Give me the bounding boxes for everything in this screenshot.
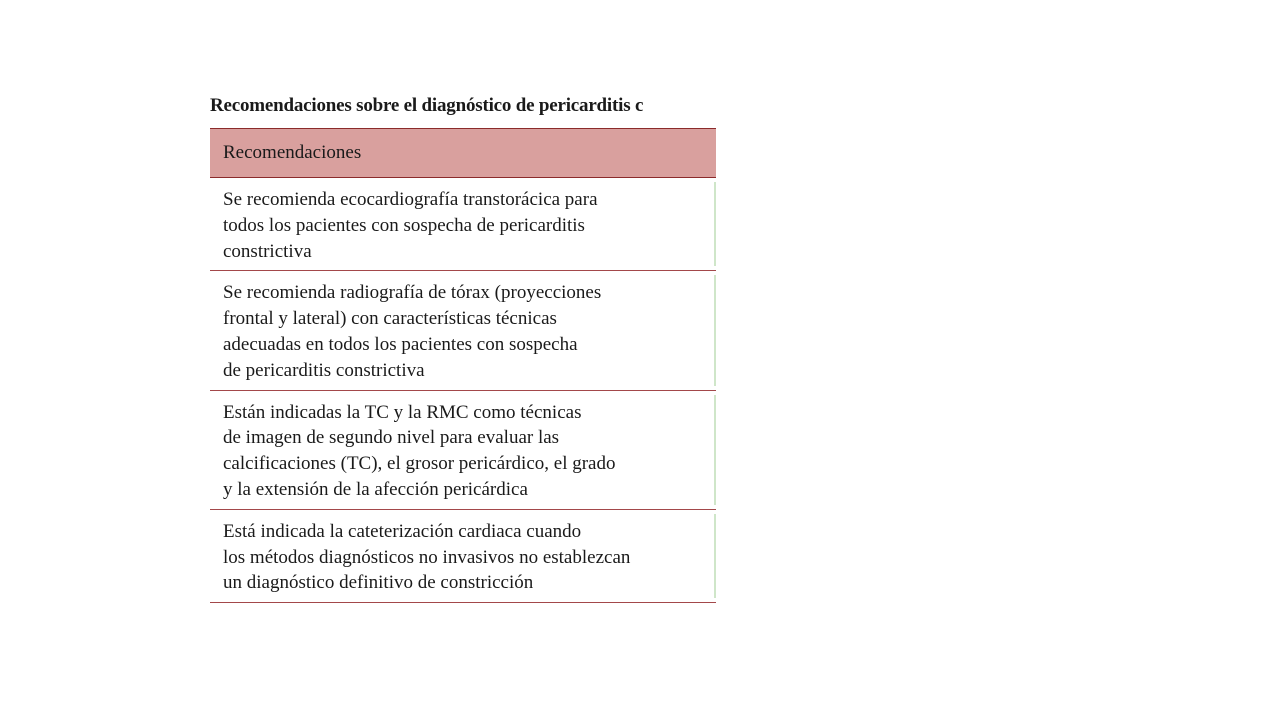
row-text-line: frontal y lateral) con características técnicas	[223, 308, 557, 330]
row-text-line: adecuadas en todos los pacientes con sospecha	[223, 333, 578, 355]
row-text-line: y la extensión de la afección pericárdica	[223, 478, 528, 500]
table-row	[210, 271, 716, 390]
row-text-line: de pericarditis constrictiva	[223, 359, 425, 381]
row-text-line: calcificaciones (TC), el grosor pericárdico, el grado	[223, 453, 616, 475]
row-text-line: Están indicadas la TC y la RMC como técnicas	[223, 401, 582, 423]
row-text-line: los métodos diagnósticos no invasivos no establezcan	[223, 546, 631, 568]
row-text-line: Está indicada la cateterización cardiaca cuando	[223, 520, 582, 542]
row-text-line: de imagen de segundo nivel para evaluar las	[223, 427, 560, 449]
table-row	[210, 178, 716, 271]
table-row	[210, 510, 716, 603]
column-header-recomendaciones: Recomendaciones	[223, 142, 362, 163]
table-header-row	[210, 128, 716, 178]
recommendations-table	[210, 128, 716, 603]
table-row	[210, 391, 716, 510]
row-text-line: Se recomienda ecocardiografía transtorácica para	[223, 189, 598, 210]
table-title: Recomendaciones sobre el diagnóstico de pericarditis c	[210, 95, 644, 116]
row-text-line: todos los pacientes con sospecha de pericarditis	[223, 214, 585, 236]
table-crop	[210, 90, 716, 610]
row-text-line: Se recomienda radiografía de tórax (proyecciones	[223, 282, 602, 304]
row-text-line: constrictiva	[223, 240, 312, 262]
row-text-line: un diagnóstico definitivo de constricción	[223, 572, 534, 594]
